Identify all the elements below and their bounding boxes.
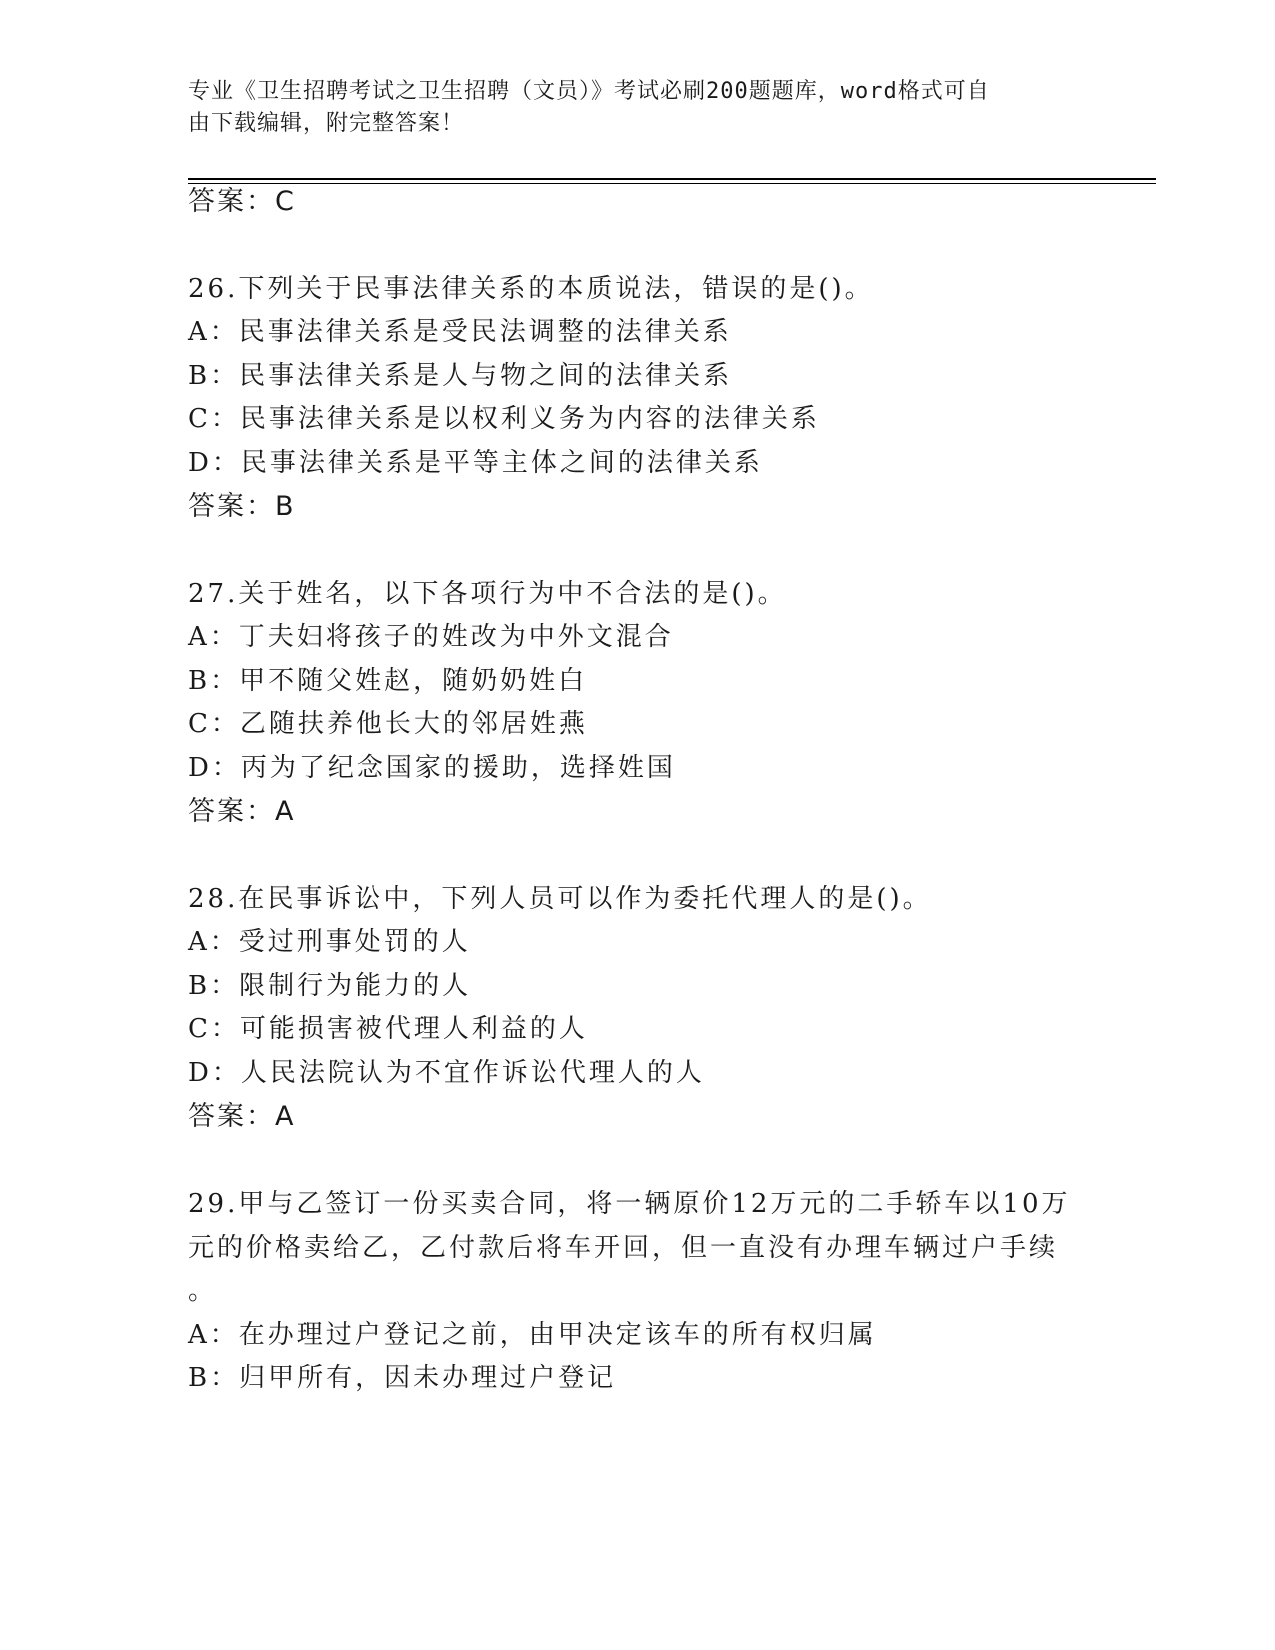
document-header xyxy=(188,76,1068,140)
header-rule-thin xyxy=(188,183,1156,184)
header-line-2: 由下载编辑，附完整答案！ xyxy=(188,111,465,136)
question-27-answer: 答案：A xyxy=(188,796,296,827)
question-26-stem: 26.下列关于民事法律关系的本质说法，错误的是()。 xyxy=(188,274,874,304)
answer-previous: 答案：C xyxy=(188,186,296,217)
question-26-option-d: D：民事法律关系是平等主体之间的法律关系 xyxy=(188,448,763,478)
question-28-answer: 答案：A xyxy=(188,1101,296,1132)
question-29-stem-line-2: 元的价格卖给乙，乙付款后将车开回，但一直没有办理车辆过户手续 xyxy=(188,1233,1059,1263)
question-26-answer: 答案：B xyxy=(188,491,296,522)
question-28-option-b: B：限制行为能力的人 xyxy=(188,971,472,1001)
question-27-option-d: D：丙为了纪念国家的援助，选择姓国 xyxy=(188,753,676,783)
question-26-option-b: B：民事法律关系是人与物之间的法律关系 xyxy=(188,361,733,391)
question-27-option-b: B：甲不随父姓赵，随奶奶姓白 xyxy=(188,666,588,696)
header-rule-thick xyxy=(188,178,1156,180)
question-26-option-a: A：民事法律关系是受民法调整的法律关系 xyxy=(188,317,732,347)
question-28-option-a: A：受过刑事处罚的人 xyxy=(188,927,471,957)
question-27-option-a: A：丁夫妇将孩子的姓改为中外文混合 xyxy=(188,622,674,652)
question-27-stem: 27.关于姓名，以下各项行为中不合法的是()。 xyxy=(188,579,787,609)
question-28-option-c: C：可能损害被代理人利益的人 xyxy=(188,1014,588,1044)
header-line-1: 专业《卫生招聘考试之卫生招聘（文员）》考试必刷200题题库，word格式可自 xyxy=(188,79,990,104)
question-26-option-c: C：民事法律关系是以权利义务为内容的法律关系 xyxy=(188,404,820,434)
question-29-stem-line-3: 。 xyxy=(188,1276,218,1306)
question-29-option-b: B：归甲所有，因未办理过户登记 xyxy=(188,1363,617,1393)
question-27-option-c: C：乙随扶养他长大的邻居姓燕 xyxy=(188,709,588,739)
question-28-stem: 28.在民事诉讼中，下列人员可以作为委托代理人的是()。 xyxy=(188,884,932,914)
question-29-option-a: A：在办理过户登记之前，由甲决定该车的所有权归属 xyxy=(188,1320,877,1350)
question-28-option-d: D：人民法院认为不宜作诉讼代理人的人 xyxy=(188,1058,705,1088)
question-29-stem-line-1: 29.甲与乙签订一份买卖合同，将一辆原价12万元的二手轿车以10万 xyxy=(188,1189,1071,1219)
